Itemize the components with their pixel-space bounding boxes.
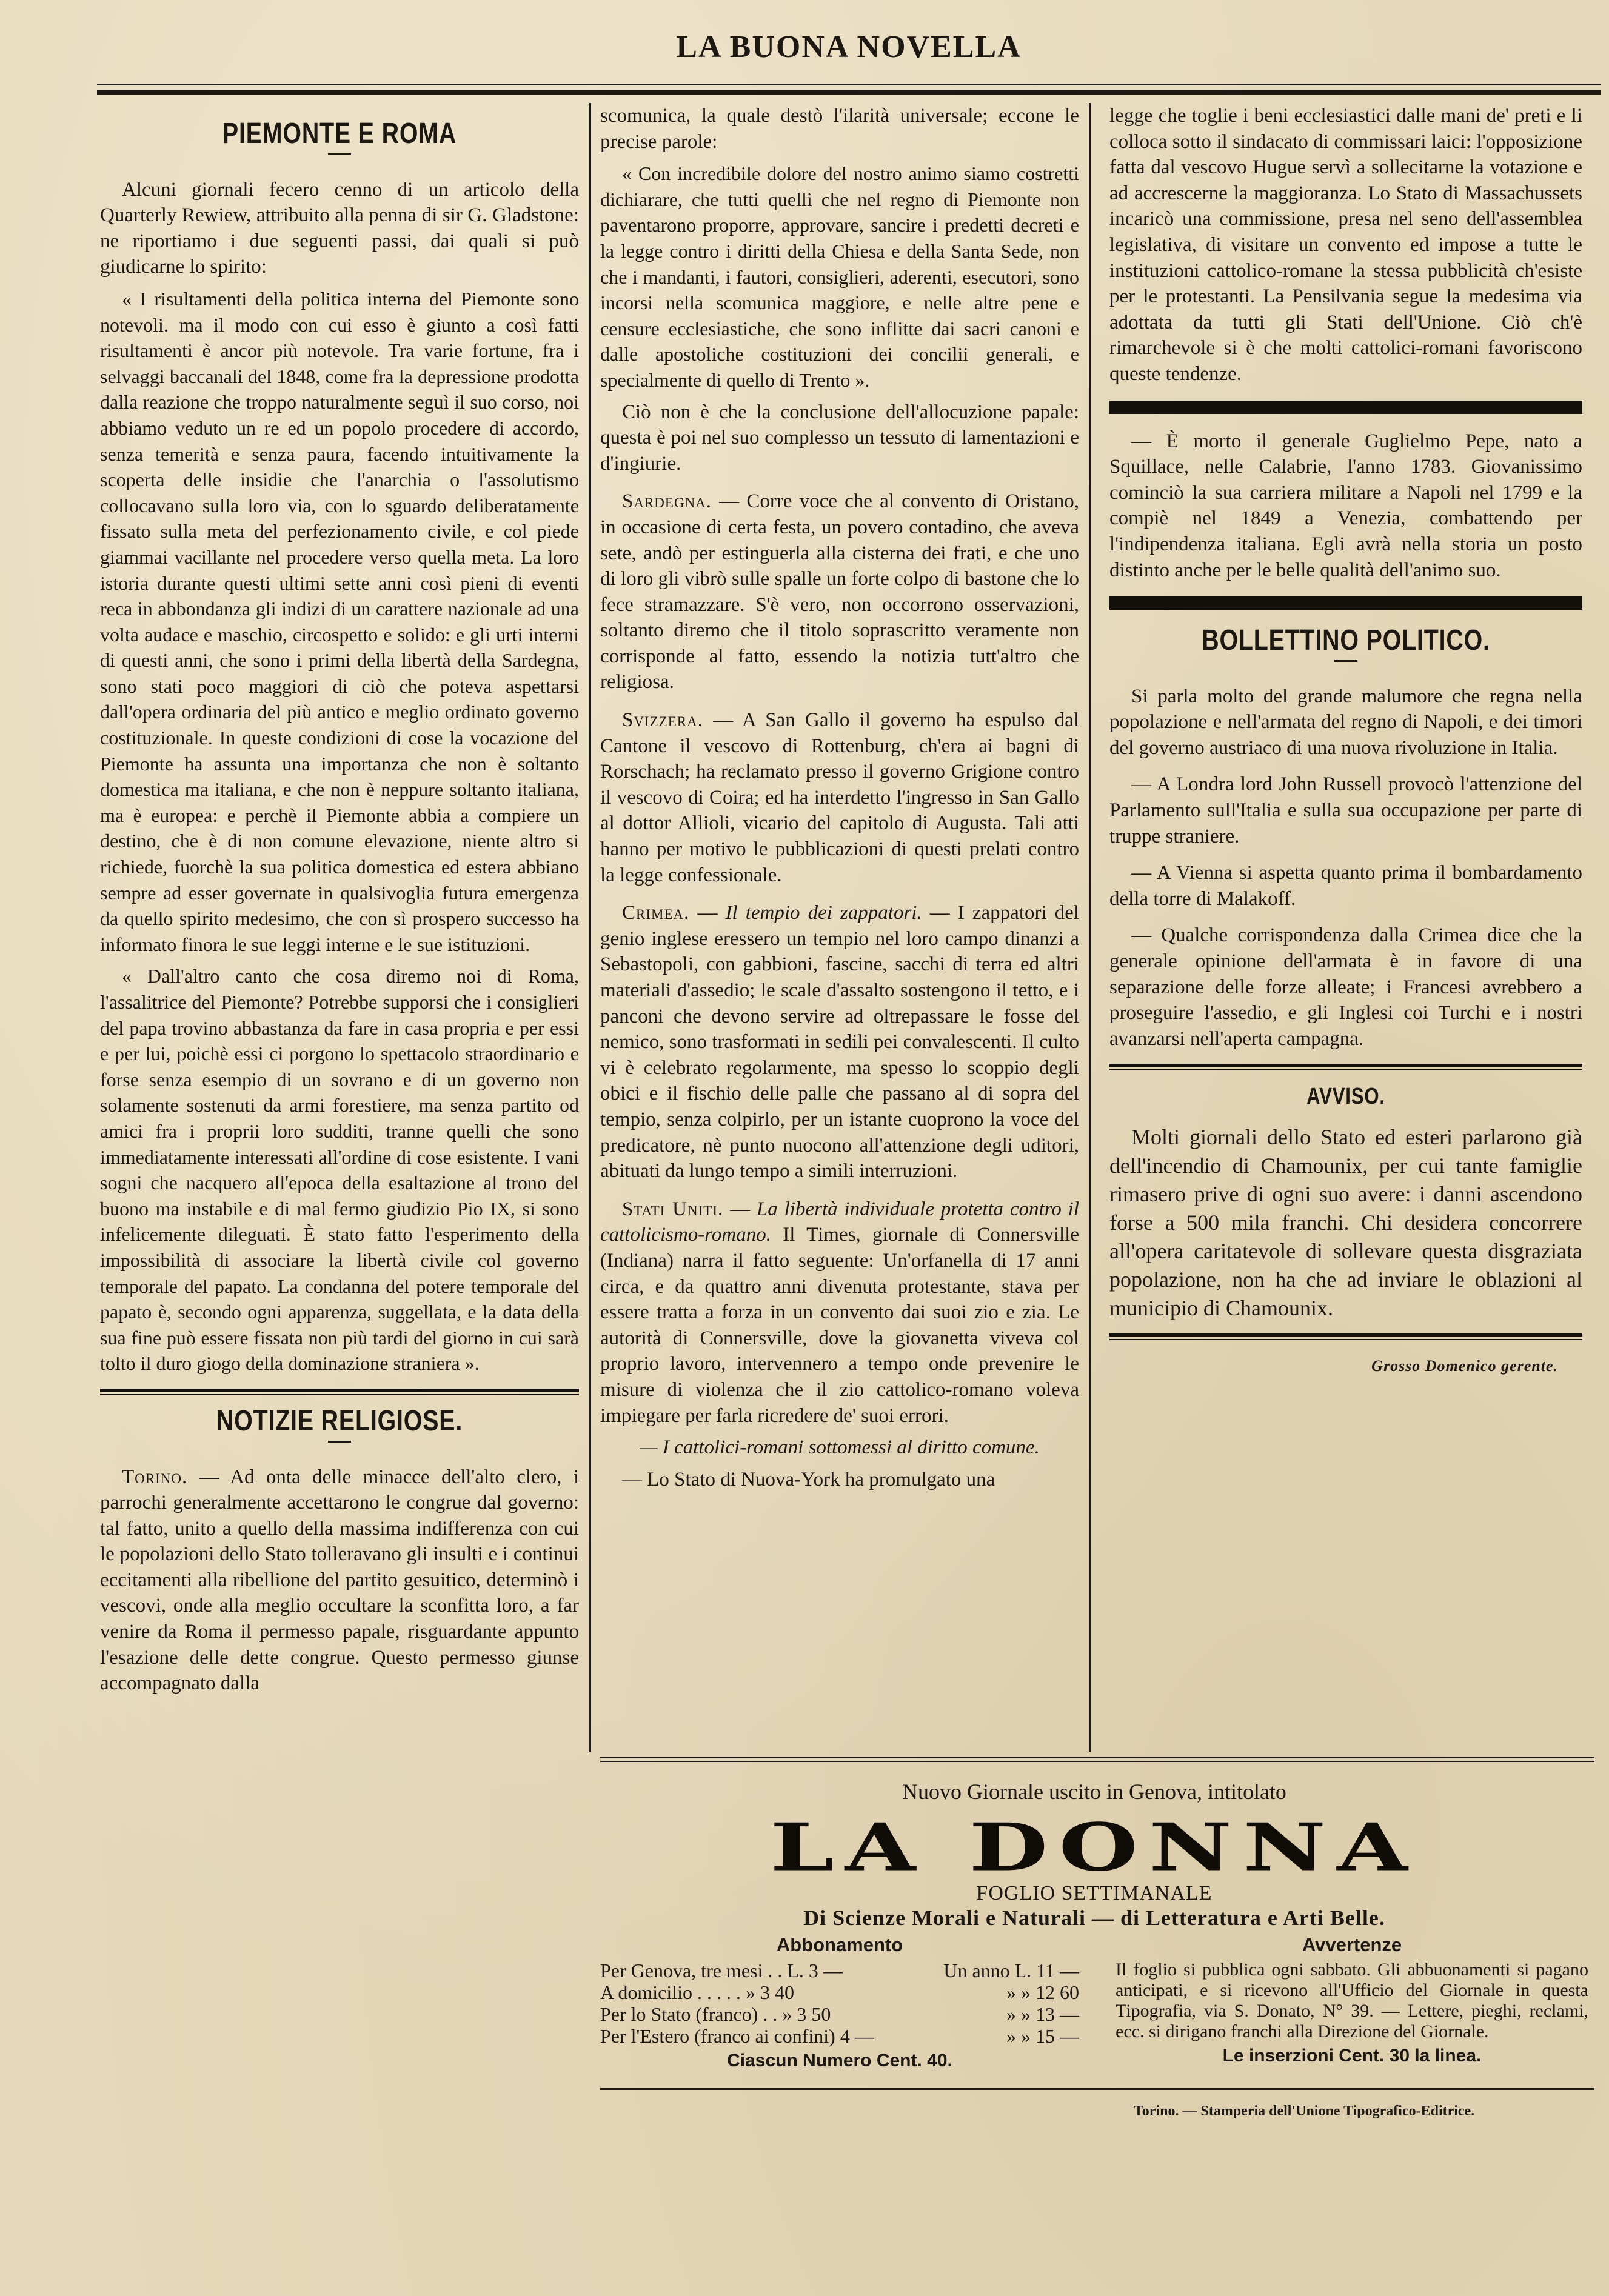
column-2: scomunica, la quale destò l'ilarità universale; eccone le precise parole: « Con incredibile dolore del nostro animo siamo costretti dichiarare, che tutti quelli che nel regno di Piemonte non paventarono proporre, approvare, sancire i predetti decreti e la legge contro i diritti della Chiesa e della Santa Sede, non che i mandanti, i fautori, consiglieri, aderenti, esecutori, sono incorsi nella scomunica maggiore, e nelle altre pene e censure ecclesiastiche, che sono inflitte dai sacri canoni e dalle apostoliche costituzioni dei concilii generali, e specialmente di quello di Trento ». Ciò non è che la conclusione dell'allocuzione papale: questa è poi nel suo complesso un tessuto di lamentazioni e d'ingiurie. Sardegna. — Corre voce che al convento di Oristano, in occasione di certa festa, un povero contadino, che aveva sete, andò per estinguerla alla cisterna dei frati, e che uno di loro gli vibrò sulle spalle un forte colpo di bastone che lo fece stramazzare. S'è vero, non occorrono osservazioni, soltanto diremo che il titolo soprascritto veramente non corrisponde al fatto, essendo la notizia tutt'altro che religiosa. Svizzera. — A San Gallo il governo ha espulso dal Cantone il vescovo di Rottenburg, ch'era ai bagni di Rorschach; ha reclamato presso il governo Grigione contro il vescovo di Coira; ed ha interdetto l'ingresso in San Gallo al dottor Allioli, vicario del capitolo di Augusta. Tali atti hanno per motivo le pubblicazioni di questi prelati contro la legge confessionale. Crimea. — Il tempio dei zappatori. — I zappatori del genio inglese eressero un tempio nel loro campo dinanzi a Sebastopoli, con gabbioni, fascine, sacchi di terra ed altri materiali d'assedio; le scale d'assalto sostengono il tetto, e i panconi che devono servire ad oltrepassare le fosse del nemico, sono trasformati in sedili pei convalescenti. Il culto vi è celebrato regolarmente, ma spesso lo scoppio degli obici e il fischio delle palle che passano al di sopra del tempio, senza colpirlo, per un istante cuoprono la voce del predicatore, nè punto nuocono all'attenzione degli uditori, abituati da lungo tempo a simili interruzioni. Stati Uniti. — La libertà individuale protetta contro il cattolicismo-romano. Il Times, giornale di Connersville (Indiana) narra il fatto seguente: Un'orfanella di 17 anni circa, e da quattro anni divenuta protestante, stava per essere tratta a forza in un convento dai suoi zio e zia. Le autorità di Connersville, dove la giovanetta viveva col proprio lavoro, intervennero a tempo onde prevenire le misure di violenza che il zio cattolico-romano voleva impiegare per farla ricredere de' suoi errori. — I cattolici-romani sottomessi al diritto comune. — Lo Stato di Nuova-York ha promulgato una	[600, 103, 1079, 1498]
ad-intro: Nuovo Giornale uscito in Genova, intitolato	[902, 1780, 1286, 1804]
column-rule-2	[1089, 103, 1091, 1752]
notices-footer: Le inserzioni Cent. 30 la linea.	[1222, 2046, 1482, 2066]
bottom-rule	[600, 1757, 1594, 1758]
subscription-row: Per l'Estero (franco ai confini) 4 — » » 15 —	[600, 2025, 1079, 2047]
dateline: Stati Uniti.	[622, 1198, 724, 1220]
paragraph: legge che toglie i beni ecclesiastici dalle mani de' preti e li colloca sotto il sindacato di commissari laici: l'opposizione fatta dal vescovo Hugue servì a sollecitarne la votazione e ad accrescerne la maggioranza. Lo Stato di Massachussets incaricò una commissione, presa nel seno dell'assemblea legislativa, di visitare un convento ed impose a tutte le instituzioni cattolico-romane la stessa pubblicità ch'esiste per le protestanti. La Pensilvania segue la medesima via adottata da tutti gli Stati dell'Unione. Ciò ch'è rimarchevole si è che molti cattolici-romani favoriscono queste tendenze.	[1109, 105, 1582, 385]
column-rule-1	[589, 103, 591, 1752]
section-title-avviso: AVVISO.	[1306, 1084, 1385, 1110]
dateline: Crimea.	[622, 902, 690, 924]
quote-paragraph: « Dall'altro canto che cosa diremo noi di Roma, l'assalitrice del Piemonte? Potrebbe supporsi che i consiglieri del papa trovino abbastanza da fare in casa propria e per essi e per lui, poichè essi ci porgono lo spettacolo straordinario e forse senza esempio di un sovrano e di un governo non solamente sostenuti da armi forestiere, ma senza partito od amici fra i proprii loro sudditi, tranne quelli che sono immediatamente interessati all'ordine di cose esistente. I vani sogni che nacquero all'epoca della esaltazione al trono del buono ma instabile e di mal fermo giudizio Pio IX, si sono infelicemente dileguati. È stato fatto l'esperimento della impossibilità di associare la libertà civile col governo temporale del papato. La condanna del potere temporale del papato è, secondo ogni apparenza, suggellata, e la data della sua fine può essere fissata non più tardi del giorno in cui sarà tolto il duro giogo della dominazione straniera ».	[100, 965, 579, 1375]
bottom-rule	[600, 1761, 1594, 1762]
masthead: LA BUONA NOVELLA	[676, 30, 1022, 64]
advertisement-la-donna	[600, 1779, 1588, 2094]
subscription-table	[600, 1934, 1079, 2071]
section-title-bollettino: BOLLETTINO POLITICO.	[1202, 624, 1490, 657]
title-dash	[328, 153, 351, 155]
quote-paragraph: « I risultamenti della politica interna del Piemonte sono notevoli. ma il modo con cui esso è giunto a così fatti risultamenti è ancor più notevole. Tra varie fortune, fra i selvaggi baccanali del 1848, come fra la depressione prodotta dalla reazione che troppo naturalmente seguì il suo corso, noi abbiamo veduto un re ed un popolo procedere di accordo, senza temerità e senza paura, facendo intuitivamente la scoperta delle insidie che l'anarchia o l'assolutismo collocavano sulla loro via, con lo sguardo deliberatamente fissato sulla meta del perfezionamento civile, e col piede giammai vacillante nel procedere verso quella meta. La loro istoria durante questi ultimi sette anni così pieni di eventi reca in abbondanza gli indizi di un carattere nazionale ad una volta audace e maschio, circospetto e solido: e gli urti interni di questi anni, che sono i primi della libertà della Sardegna, sono stati poco maggiori di ciò che poteva aspettarsi dall'opera ordinaria del più antico e meglio ordinato governo costituzionale. In queste condizioni di cose la vocazione del Piemonte ha assunta una importanza che non è soltanto domestica ma italiana, e che non è neppure soltanto italiana, ma è europea: e perchè il Piemonte abbia a compiere un destino, che è di non comune elevazione, niente altro si richiede, fuorchè la sua politica domestica ed estera abbiano sempre ad esser governate in qualsivoglia futura emergenza da quello spirito medesimo, che con sì prospero successo ha informato finora le sue leggi interne e le sue istituzioni.	[100, 287, 579, 955]
subscription-row: Per Genova, tre mesi . . L. 3 — Un anno L. 11 —	[600, 1960, 1079, 1981]
section-bar	[1109, 596, 1582, 610]
paragraph: — Qualche corrispondenza dalla Crimea dice che la generale opinione dell'armata è in favore di una separazione delle forze alleate; i Francesi avrebbero a proseguire l'assedio, e gli Inglesi coi Turchi e i nostri avanzarsi nell'aperta campagna.	[1109, 924, 1582, 1050]
subheading: Il tempio dei zappatori.	[725, 902, 922, 924]
ad-bottom-rule	[600, 2088, 1594, 2090]
dateline: Torino.	[122, 1466, 188, 1488]
quote-paragraph: « Con incredibile dolore del nostro animo siamo costretti dichiarare, che tutti quelli che nel regno di Piemonte non paventarono proporre, approvare, sancire i predetti decreti e la legge contro i diritti della Chiesa e della Santa Sede, non che i mandanti, i fautori, consiglieri, aderenti, esecutori, sono incorsi nella scomunica maggiore, e nelle altre pene e censure ecclesiastiche, che sono inflitte dai sacri canoni e dalle apostoliche costituzioni dei concilii generali, e specialmente di quello di Trento ».	[600, 162, 1079, 391]
section-divider	[1109, 1333, 1582, 1340]
paragraph: — Lo Stato di Nuova-York ha promulgato una	[622, 1468, 995, 1490]
paragraph: — Ad onta delle minacce dell'alto clero, i parrochi generalmente accettarono le congrue dal governo: tal fatto, unito a quello della massima indifferenza con cui le popolazioni dello Stato tolleravano gli insulti e i continui eccitamenti alla ribellione del partito gesuitico, determinò i vescovi, onde alla meglio occultare la sconfitta loro, a far venire da Roma il permesso papale, risguardante appunto l'esazione delle dette congrue. Questo permesso giunse accompagnato dalla	[100, 1466, 579, 1695]
ad-logo: LA DONNA	[770, 1809, 1419, 1886]
ad-subtitle: FOGLIO SETTIMANALE	[976, 1882, 1213, 1904]
paragraph: Si parla molto del grande malumore che regna nella popolazione e nell'armata del regno di Napoli, e dei timori del governo austriaco di una nuova rivoluzione in Italia.	[1109, 685, 1582, 759]
dateline: Sardegna.	[622, 490, 712, 513]
masthead-rule-thin	[97, 84, 1601, 85]
subscription-footer: Ciascun Numero Cent. 40.	[727, 2051, 952, 2071]
subscription-row: Per lo Stato (franco) . . » 3 50 » » 13 —	[600, 2003, 1079, 2025]
notices-title: Avvertenze	[1302, 1934, 1402, 1955]
dateline: Svizzera.	[622, 709, 703, 732]
paragraph: Il Times, giornale di Connersville (Indiana) narra il fatto seguente: Un'orfanella di 17 anni circa, e da quattro anni divenuta protestante, stava per essere tratta a forza in un convento dai suoi zio e zia. Le autorità di Connersville, dove la giovanetta viveva col proprio lavoro, intervennero a tempo onde prevenire le misure di violenza che il zio cattolico-romano voleva impiegare per farla ricredere de' suoi errori.	[600, 1224, 1079, 1427]
title-dash	[1334, 660, 1357, 662]
subheading: La libertà individuale protetta contro il cattolicismo-romano.	[600, 1198, 1079, 1246]
paragraph: — I zappatori del genio inglese eressero un tempio nel loro campo dinanzi a Sebastopoli, con gabbioni, fascine, sacchi di terra ed altri materiali d'assedio; le scale d'assalto sostengono il tetto, e i panconi che devono servire ad oltrepassare le fosse del nemico, sono trasformati in sedili pei convalescenti. Il culto vi è celebrato regolarmente, ma spesso lo scoppio degli obici e il fischio delle palle che passano al di sopra del tempio, senza colpirlo, per un istante cuoprono la voce del predicatore, nè punto nuocono all'attenzione degli uditori, abituati da lungo tempo a simili interruzioni.	[600, 902, 1080, 1183]
ad-subtitle-2: Di Scienze Morali e Naturali — di Letteratura e Arti Belle.	[803, 1906, 1385, 1930]
paragraph: scomunica, la quale destò l'ilarità universale; eccone le precise parole:	[600, 105, 1079, 153]
printer-imprint: Torino. — Stamperia dell'Unione Tipografico-Editrice.	[1134, 2103, 1475, 2119]
paragraph: Alcuni giornali fecero cenno di un articolo della Quarterly Rewiew, attribuito alla penna di sir G. Gladstone: ne riportiamo i due seguenti passi, dai quali si può giudicarne lo spirito:	[100, 178, 579, 278]
paragraph: — A San Gallo il governo ha espulso dal Cantone il vescovo di Rottenburg, ch'era ai bagni di Rorschach; ha reclamato presso il governo Grigione contro il vescovo di Coira; ed ha interdetto l'ingresso in San Gallo al dottor Allioli, vicario del capitolo di Augusta. Tali atti hanno per motivo le pubblicazioni di questi prelati contro la legge confessionale.	[600, 709, 1079, 886]
paragraph: — È morto il generale Guglielmo Pepe, nato a Squillace, nelle Calabrie, l'anno 1783. Giovanissimo cominciò la sua carriera militare a Napoli nel 1799 e la compiè nel 1849 a Venezia, combattendo per l'indipendenza italiana. Egli avrà nella storia un posto distinto anche per le belle qualità dell'animo suo.	[1109, 430, 1582, 581]
subscription-title: Abbonamento	[776, 1934, 903, 1955]
paragraph: — Corre voce che al convento di Oristano, in occasione di certa festa, un povero contadino, che aveva sete, andò per estinguerla alla cisterna dei frati, e che uno di loro gli vibrò sulle spalle un forte colpo di bastone che lo fece stramazzare. S'è vero, non occorrono osservazioni, soltanto diremo che il titolo soprascritto veramente non corrisponde al fatto, essendo la notizia tutt'altro che religiosa.	[600, 490, 1079, 693]
notices-text: Il foglio si pubblica ogni sabbato. Gli abbuonamenti si pagano anticipati, e si ricevono all'Ufficio del Giornale in questa Tipografia, via S. Donato, N° 39. — Lettere, pieghi, reclami, ecc. si dirigano franchi alla Direzione del Giornale.	[1116, 1960, 1588, 2041]
paragraph: — A Londra lord John Russell provocò l'attenzione del Parlamento sull'Italia e sulla sua occupazione per parte di truppe straniere.	[1109, 773, 1582, 847]
section-divider	[1109, 1064, 1582, 1070]
paragraph: Ciò non è che la conclusione dell'allocuzione papale: questa è poi nel suo complesso un tessuto di lamentazioni e d'ingiurie.	[600, 401, 1079, 475]
column-3	[1109, 103, 1582, 1380]
section-divider	[100, 1389, 579, 1395]
subheading: — I cattolici-romani sottomessi al diritto comune.	[640, 1437, 1040, 1459]
subscription-row: A domicilio . . . . . » 3 40 » » 12 60	[600, 1981, 1079, 2003]
article-title-piemonte-roma: PIEMONTE E ROMA	[222, 118, 457, 150]
section-bar	[1109, 401, 1582, 414]
paragraph: Molti giornali dello Stato ed esteri parlarono già dell'incendio di Chamounix, per cui tante famiglie rimasero prive di ogni suo avere: i danni ascendono forse a 500 mila franchi. Chi desidera concorrere all'opera caritatevole di sollevare questa disgraziata popolazione, non ha che ad inviare le oblazioni al municipio di Chamounix.	[1109, 1125, 1582, 1320]
notices	[1116, 1934, 1588, 2066]
ad-columns	[600, 1931, 1588, 2094]
section-title-notizie: NOTIZIE RELIGIOSE.	[216, 1404, 463, 1437]
masthead-rule-thick	[97, 90, 1601, 95]
gerente-signature: Grosso Domenico gerente.	[1371, 1357, 1558, 1375]
column-1	[100, 103, 579, 1703]
paragraph: — A Vienna si aspetta quanto prima il bombardamento della torre di Malakoff.	[1109, 862, 1582, 910]
title-dash	[328, 1441, 351, 1443]
